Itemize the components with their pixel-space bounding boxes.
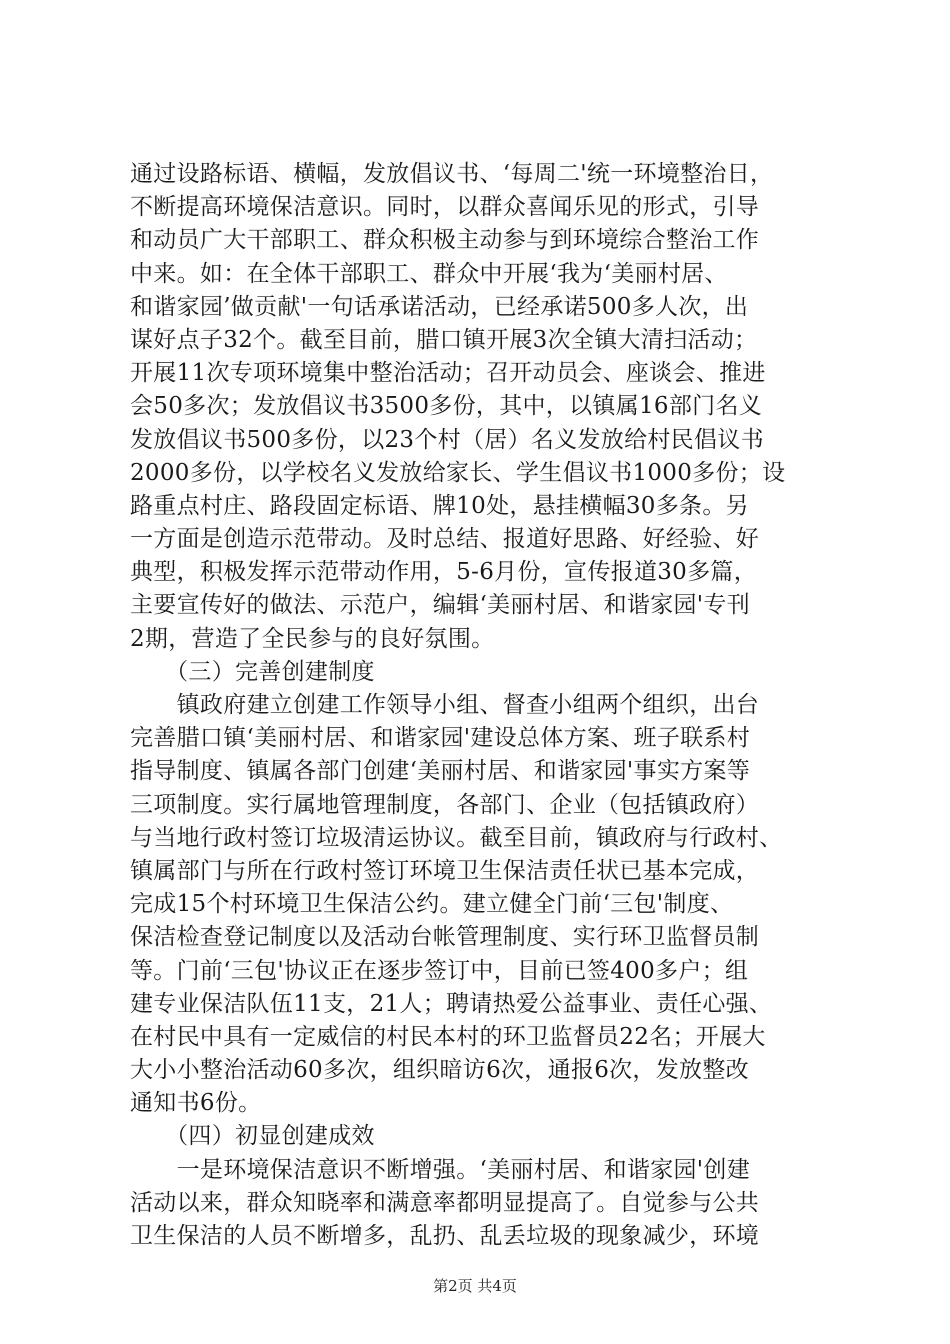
text-line: 和谐家园’做贡献'一句话承诺活动，已经承诺500多人次，出 [130, 293, 749, 320]
text-line: 和动员广大干部职工、群众积极主动参与到环境综合整治工作 [130, 227, 760, 254]
body-text [130, 158, 830, 1253]
text-line: 中来。如：在全体干部职工、群众中开展‘我为‘美丽村居、 [130, 260, 728, 287]
text-line: 通知书6份。 [130, 1090, 262, 1117]
section-heading: （四）初显创建成效 [130, 1123, 375, 1150]
text-line: 主要宣传好的做法、示范户，编辑‘美丽村居、和谐家园'专刊 [130, 592, 751, 619]
text-line: 典型，积极发挥示范带动作用，5-6月份，宣传报道30多篇， [130, 559, 758, 586]
text-line: 建专业保洁队伍11支，21人；聘请热爱公益事业、责任心强、 [130, 990, 773, 1017]
text-line: 三项制度。实行属地管理制度，各部门、企业（包括镇政府） [130, 791, 760, 818]
text-line: 镇属部门与所在行政村签订环境卫生保洁责任状已基本完成， [130, 857, 760, 884]
page-number-footer: 第2页 共4页 [433, 1277, 517, 1295]
text-line: 不断提高环境保洁意识。同时，以群众喜闻乐见的形式，引导 [130, 194, 760, 221]
text-line: 通过设路标语、横幅，发放倡议书、‘每周二'统一环境整治日， [130, 161, 774, 187]
text-line: 保洁检查登记制度以及活动台帐管理制度、实行环卫监督员制 [130, 924, 760, 951]
text-line: 与当地行政村签订垃圾清运协议。截至目前，镇政府与行政村、 [130, 824, 783, 851]
text-line: 活动以来，群众知晓率和满意率都明显提高了。自觉参与公共 [130, 1189, 760, 1216]
text-line: 指导制度、镇属各部门创建‘美丽村居、和谐家园'事实方案等 [130, 758, 751, 785]
text-line: 卫生保洁的人员不断增多，乱扔、乱丢垃圾的现象减少，环境 [130, 1223, 760, 1249]
text-line: 路重点村庄、路段固定标语、牌10处，悬挂横幅30多条。另 [130, 492, 749, 519]
text-line: 2000多份，以学校名义发放给家长、学生倡议书1000多份；设 [130, 459, 786, 486]
text-line: 完善腊口镇‘美丽村居、和谐家园'建设总体方案、班子联系村 [130, 725, 751, 752]
text-line: 谋好点子32个。截至目前，腊口镇开展3次全镇大清扫活动； [130, 326, 758, 353]
text-line: 一方面是创造示范带动。及时总结、报道好思路、好经验、好 [130, 526, 760, 553]
text-line: 完成15个村环境卫生保洁公约。建立健全门前‘三包'制度、 [130, 891, 734, 918]
text-line: 发放倡议书500多份，以23个村（居）名义发放给村民倡议书 [130, 426, 764, 453]
text-line: 2期，营造了全民参与的良好氛围。 [130, 625, 495, 652]
text-line: 镇政府建立创建工作领导小组、督查小组两个组织，出台 [130, 692, 760, 718]
text-line: 一是环境保洁意识不断增强。‘美丽村居、和谐家园'创建 [130, 1156, 751, 1183]
text-line: 等。门前‘三包'协议正在逐步签订中，目前已签400多户；组 [130, 957, 749, 984]
text-line: 在村民中具有一定威信的村民本村的环卫监督员22名；开展大 [130, 1023, 766, 1050]
text-line: 会50多次；发放倡议书3500多份，其中，以镇属16部门名义 [130, 393, 763, 420]
text-line: 大小小整治活动60多次，组织暗访6次，通报6次，发放整改 [130, 1057, 749, 1084]
text-line: 开展11次专项环境集中整治活动；召开动员会、座谈会、推进 [130, 360, 766, 387]
section-heading: （三）完善创建制度 [130, 658, 375, 685]
